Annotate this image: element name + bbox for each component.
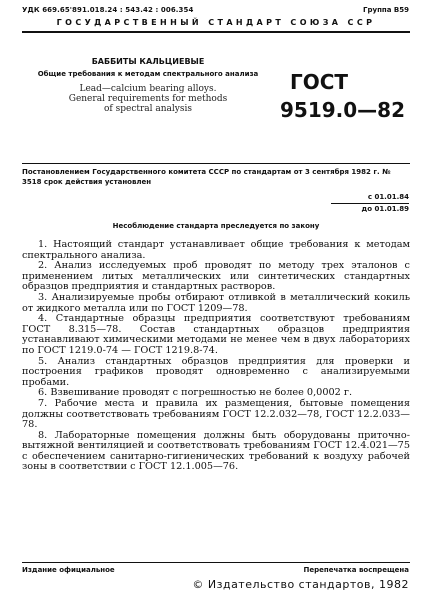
gost-number: 9519.0—82 — [280, 98, 406, 122]
standard-header: ГОСУДАРСТВЕННЫЙ СТАНДАРТ СОЮЗА ССР — [56, 18, 376, 27]
decree-text: Постановлением Государственного комитета СССР по стандартам от 3 сентября 1982 г. № 3518 срок действия установлен — [22, 168, 391, 186]
title-ru: БАББИТЫ КАЛЬЦИЕВЫЕ — [91, 57, 205, 66]
body-text — [22, 240, 410, 473]
reprint-notice: Перепечатка воспрещена — [303, 566, 409, 574]
title-en-line: General requirements for methods — [68, 94, 228, 104]
paragraph: 4. Стандартные образцы предприятия соответствуют требованиям ГОСТ 8.315—78. Состав стандартных образцов предприятия устанавливают химическими методами не менее чем в двух лабораториях по ГОСТ 1219.0-74 — ГОСТ 1219.8-74. — [22, 313, 410, 356]
footer-rule — [22, 562, 410, 563]
paragraph: 3. Анализируемые пробы отбирают отливкой в металлический кокиль от жидкого металла или по ГОСТ 1209—78. — [22, 291, 410, 314]
title-en-line: of spectral analysis — [104, 104, 192, 114]
edition-label: Издание официальное — [22, 566, 115, 574]
legal-warning: Несоблюдение стандарта преследуется по закону — [112, 222, 320, 230]
subtitle-ru: Общие требования к методам спектрального анализа — [37, 70, 259, 78]
title-block — [24, 57, 272, 114]
group-code: Группа В59 — [363, 6, 409, 14]
title-en-line: Lead—calcium bearing alloys. — [79, 84, 217, 94]
title-en — [24, 84, 272, 114]
gost-label: ГОСТ — [290, 70, 349, 94]
top-rule — [22, 31, 410, 33]
paragraph: 6. Взвешивание проводят с погрешностью не более 0,0002 г. — [38, 387, 353, 399]
paragraph: 2. Анализ исследуемых проб проводят по методу трех эталонов с применением литых металлических или синтетических стандартных образцов предприятия и стандартных растворов. — [22, 260, 410, 293]
udk-code: УДК 669.65'891.018.24 : 543.42 : 006.354 — [22, 6, 194, 14]
paragraph: 7. Рабочие места и правила их размещения, бытовые помещения должны соответствовать требованиям ГОСТ 12.2.032—78, ГОСТ 12.2.033—78. — [22, 397, 410, 431]
paragraph: 8. Лабораторные помещения должны быть оборудованы приточно-вытяжной вентиляцией и соответствовать требованиям ГОСТ 12.4.021—75 с обеспечением санитарно-гигиенических требований к воздуху рабочей зоны в соответствии с ГОСТ 12.1.005—76. — [22, 429, 410, 473]
validity-to: до 01.01.89 — [361, 205, 409, 213]
date-divider — [331, 203, 409, 204]
validity-from: с 01.01.84 — [367, 193, 409, 201]
section-rule — [22, 163, 410, 164]
paragraph: 5. Анализ стандартных образцов предприятия для проверки и построения графиков проводят одновременно с анализируемыми пробами. — [22, 355, 410, 388]
copyright: © Издательство стандартов, 1982 — [192, 578, 409, 591]
paragraph: 1. Настоящий стандарт устанавливает общие требования к методам спектрального анализа. — [22, 239, 410, 261]
